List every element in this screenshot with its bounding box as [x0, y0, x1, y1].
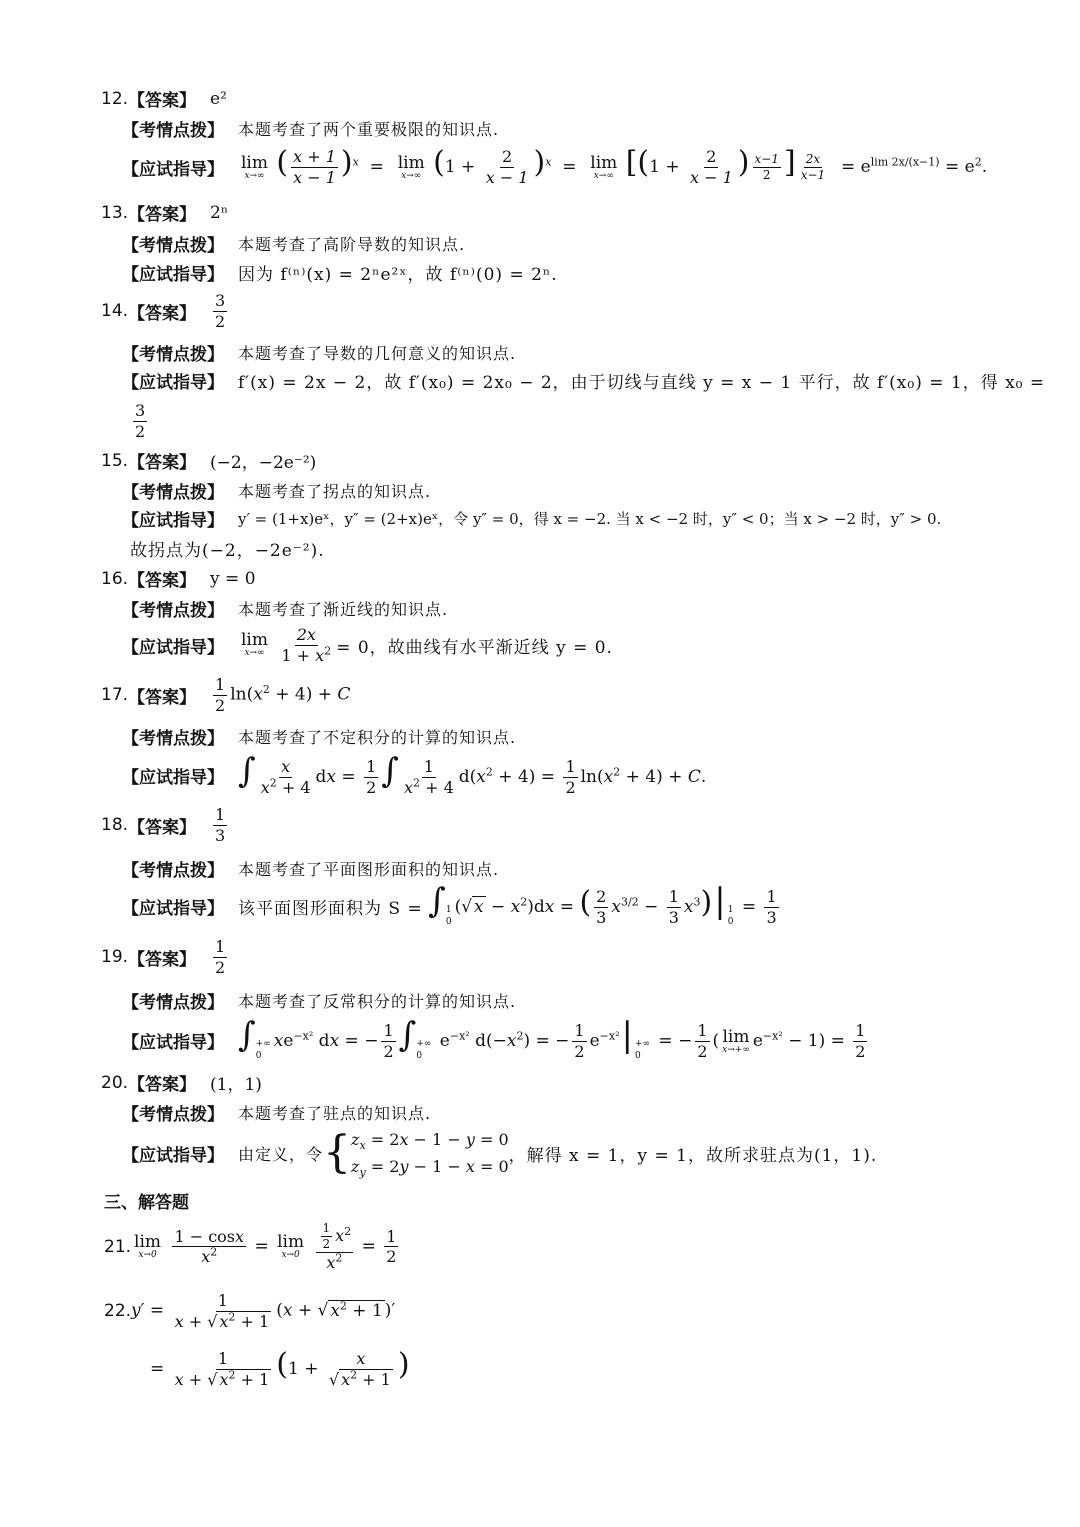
item-13-topic: 【考情点拨】 本题考查了高阶导数的知识点. — [122, 235, 466, 256]
item-19-guide: 【应试指导】 ∫ +∞ 0 $xe^{-x^2}$ dx = − $\frac{1}{2}$ ∫ +∞ 0 $e^{-x^2}$ $d(-x^2)$ = − $\frac{1}{2}$ $e^{-x^2}|$ +∞ 0 = − $\frac{1}{2}$ ( lim x→+∞ $e^{-x^2} - 1$) = $\frac{1}{2}$ — [122, 1018, 870, 1062]
item-18-formula: ∫ 1 0 (√ $x - x^2)dx$ = ( $\frac{2}{3}$ $x^{3/2}$ − $\frac{1}{3}$ $x^3)|$ 1 0 = $\frac{1}{3}$ — [428, 881, 777, 927]
item-19-topic: 【考情点拨】 本题考查了反常积分的计算的知识点. — [122, 992, 517, 1013]
item-12-answer: 12. 【答案】 e² — [101, 88, 227, 111]
item-17-answer: 17. 【答案】 $\frac{1}{2}$ $\ln(x^2 + 4) + C$ — [101, 675, 351, 715]
item-14-topic: 【考情点拨】 本题考查了导数的几何意义的知识点. — [122, 344, 517, 365]
item-18-guide: 【应试指导】 该平面图形面积为 S = ∫ 1 0 (√ $x - x^2)dx$ = ( $\frac{2}{3}$ $x^{3/2}$ − $\frac{1}{3}$ $x^3)|$ 1 0 = $\frac{1}{3}$ — [122, 884, 782, 928]
item-14-answer-frac: $\frac{3}{2}$ — [215, 291, 226, 331]
item-20-topic: 【考情点拨】 本题考查了驻点的知识点. — [122, 1104, 432, 1125]
item-12-formula: lim x→∞ ( $\frac{x + 1}{x - 1}$ )$^x$ = lim x→∞ (1 + $\frac{2}{x - 1}$ )$^x$ = lim x→∞ [(1 + $\frac{2}{x - 1}$ ) $\frac{x-1}{2}$ ] $\frac{2x}{x-1}$ = $e^{lim 2x/(x-1)} = e^2$. — [241, 145, 988, 187]
item-19-formula: ∫ +∞ 0 $xe^{-x^2}$ dx = − $\frac{1}{2}$ ∫ +∞ 0 $e^{-x^2}$ $d(-x^2)$ = − $\frac{1}{2}$ $e^{-x^2}|$ +∞ 0 = − $\frac{1}{2}$ ( lim x→+∞ $e^{-x^2} - 1$) = $\frac{1}{2}$ — [238, 1015, 866, 1061]
item-16-answer: 16. 【答案】 y = 0 — [101, 568, 256, 591]
item-12-guide: 【应试指导】 lim x→∞ ( $\frac{x + 1}{x - 1}$ )$^x$ = lim x→∞ (1 + $\frac{2}{x - 1}$ )$^x$ = lim x→∞ [(1 + $\frac{2}{x - 1}$ ) $\frac{x-1}{2}$ ] $\frac{2x}{x-1}$ = $e^{lim 2x/(x-1)} = e^2$. — [122, 145, 988, 187]
section-3-heading: 三、解答题 — [104, 1193, 189, 1213]
item-17-topic: 【考情点拨】 本题考查了不定积分的计算的知识点. — [122, 728, 517, 749]
item-18-answer: 18. 【答案】 $\frac{1}{3}$ — [101, 805, 226, 845]
item-20-guide: 【应试指导】 由定义，令 { $z_x = 2x - 1 - y = 0$ $z_y = 2y - 1 - x = 0$ ，解得 x = 1，y = 1，故所求驻点为(1，1). — [122, 1127, 878, 1180]
q22-solution-line1: 22. y′ = $\frac{1}{x + √ x^2 + 1}$ (x + √ $x^2 + 1$ )′ — [104, 1291, 396, 1331]
item-17-guide: 【应试指导】 ∫ $\frac{x}{x^2 + 4}$ dx = $\frac{1}{2}$ ∫ $\frac{1}{x^2 + 4}$ $d(x^2 + 4)$ = $\frac{1}{2}$ $\ln(x^2 + 4) + C$. — [122, 751, 707, 797]
item-16-guide: 【应试指导】 lim x→∞ $\frac{2x}{1 + x^2}$ = 0，故曲线有水平渐近线 y = 0. — [122, 625, 613, 665]
item-14-guide: 【应试指导】 f′(x) = 2x − 2，故 f′(x₀) = 2x₀ − 2，由于切线与直线 y = x − 1 平行，故 f′(x₀) = 1，得 x₀ = — [122, 373, 1046, 393]
item-15-topic: 【考情点拨】 本题考查了拐点的知识点. — [122, 482, 432, 503]
item-15-guide-line2: 故拐点为(−2，−2e⁻²). — [130, 541, 325, 561]
item-15-answer: 15. 【答案】 (−2，−2e⁻²) — [101, 450, 317, 473]
item-20-answer: 20. 【答案】 (1，1) — [101, 1072, 262, 1095]
item-14-guide-frac: $\frac{3}{2}$ — [135, 401, 146, 441]
item-13-answer: 13. 【答案】 2ⁿ — [101, 202, 229, 225]
q21-solution: 21. lim x→0 $\frac{1 - \cos x}{x^2}$ = lim x→0 $\frac{1}{2}$ $x^2$ $x^2$ = $\frac{1}{2}$ — [104, 1221, 397, 1273]
item-17-answer-expr: $\frac{1}{2}$ $\ln(x^2 + 4) + C$ — [215, 675, 351, 715]
item-19-answer: 19. 【答案】 $\frac{1}{2}$ — [101, 937, 226, 977]
item-18-topic: 【考情点拨】 本题考查了平面图形面积的知识点. — [122, 860, 500, 881]
q22-solution-line2: = $\frac{1}{x + √ x^2 + 1}$ (1 + $\frac{x}{√ x^2 + 1}$ ) — [150, 1347, 410, 1389]
item-12-topic: 【考情点拨】 本题考查了两个重要极限的知识点. — [122, 120, 500, 141]
item-16-topic: 【考情点拨】 本题考查了渐近线的知识点. — [122, 600, 449, 621]
item-14-answer: 14. 【答案】 $\frac{3}{2}$ — [101, 291, 226, 331]
item-17-formula: ∫ $\frac{x}{x^2 + 4}$ dx = $\frac{1}{2}$ ∫ $\frac{1}{x^2 + 4}$ $d(x^2 + 4)$ = $\frac{1}{2}$ $\ln(x^2 + 4) + C$. — [238, 751, 707, 797]
item-20-system: $z_x = 2x - 1 - y = 0$ $z_y = 2y - 1 - x = 0$ — [351, 1130, 509, 1180]
item-15-guide: 【应试指导】 y′ = (1+x)eˣ，y″ = (2+x)eˣ，令 y″ = 0，得 x = −2. 当 x < −2 时，y″ < 0；当 x > −2 时，y″ > 0. — [122, 510, 942, 531]
item-13-guide: 【应试指导】 因为 f⁽ⁿ⁾(x) = 2ⁿe²ˣ，故 f⁽ⁿ⁾(0) = 2ⁿ. — [122, 265, 558, 285]
